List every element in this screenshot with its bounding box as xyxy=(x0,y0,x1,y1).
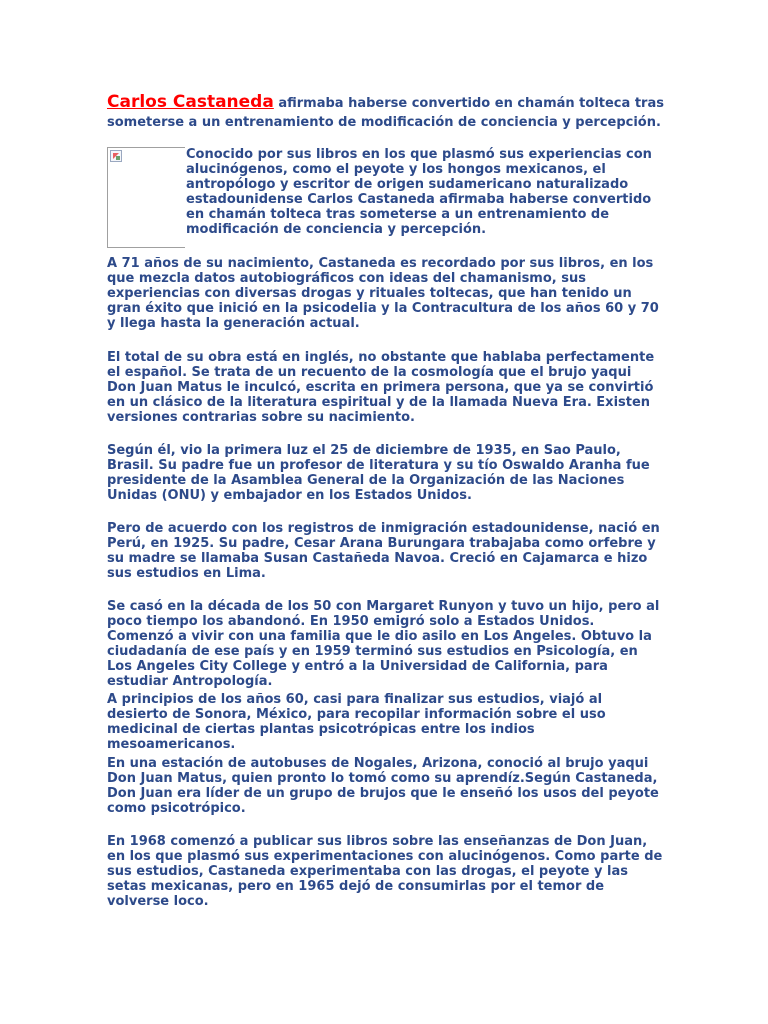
broken-image-icon xyxy=(110,150,122,162)
title-link[interactable]: Carlos Castaneda xyxy=(107,92,274,112)
paragraph: Según él, vio la primera luz el 25 de diciembre de 1935, en Sao Paulo, Brasil. Su padre fue un profesor de literatura y su tío Oswaldo Aranha fue presidente de la Asamblea General de la Organización de las Naciones Unidas (ONU) y embajador en los Estados Unidos. xyxy=(107,443,650,503)
paragraph: Pero de acuerdo con los registros de inmigración estadounidense, nació en Perú, en 1925. Su padre, Cesar Arana Burungara trabajaba como orfebre y su madre se llamaba Susan Castañeda Navoa. Creció en Cajamarca e hizo sus estudios en Lima. xyxy=(107,521,660,581)
image-placeholder xyxy=(107,147,185,248)
intro-paragraph xyxy=(107,93,667,132)
image-caption: Conocido por sus libros en los que plasmó sus experiencias con alucinógenos, como el peyote y los hongos mexicanos, el antropólogo y escritor de origen sudamericano naturalizado estadounidense Carlos Castaneda afirmaba haberse convertido en chamán tolteca tras someterse a un entrenamiento de modificación de conciencia y percepción. xyxy=(186,147,652,237)
paragraph: A principios de los años 60, casi para finalizar sus estudios, viajó al desierto de Sonora, México, para recopilar información sobre el uso medicinal de ciertas plantas psicotrópicas entre los indios mesoamericanos. xyxy=(107,692,606,752)
paragraph: Se casó en la década de los 50 con Margaret Runyon y tuvo un hijo, pero al poco tiempo los abandonó. En 1950 emigró solo a Estados Unidos. Comenzó a vivir con una familia que le dio asilo en Los Angeles. Obtuvo la ciudadanía de ese país y en 1959 terminó sus estudios en Psicología, en Los Angeles City College y entró a la Universidad de California, para estudiar Antropología. xyxy=(107,599,660,689)
paragraph: En una estación de autobuses de Nogales, Arizona, conoció al brujo yaqui Don Juan Matus, quien pronto lo tomó como su aprendíz.Según Castaneda, Don Juan era líder de un grupo de brujos que le enseñó los usos del peyote como psicotrópico. xyxy=(107,756,659,816)
paragraph: En 1968 comenzó a publicar sus libros sobre las enseñanzas de Don Juan, en los que plasmó sus experimentaciones con alucinógenos. Como parte de sus estudios, Castaneda experimentaba con las drogas, el peyote y las setas mexicanas, pero en 1965 dejó de consumirlas por el temor de volverse loco. xyxy=(107,834,663,909)
intro-text: afirmaba haberse convertido en chamán tolteca tras someterse a un entrenamiento de modificación de conciencia y percepción. xyxy=(107,96,664,130)
paragraph: A 71 años de su nacimiento, Castaneda es recordado por sus libros, en los que mezcla datos autobiográficos con ideas del chamanismo, sus experiencias con diversas drogas y rituales toltecas, que han tenido un gran éxito que inició en la psicodelia y la Contracultura de los años 60 y 70 y llega hasta la generación actual. xyxy=(107,256,659,331)
paragraph: El total de su obra está en inglés, no obstante que hablaba perfectamente el español. Se trata de un recuento de la cosmología que el brujo yaqui Don Juan Matus le inculcó, escrita en primera persona, que ya se convirtió en un clásico de la literatura espiritual y de la llamada Nueva Era. Existen versiones contrarias sobre su nacimiento. xyxy=(107,350,655,425)
